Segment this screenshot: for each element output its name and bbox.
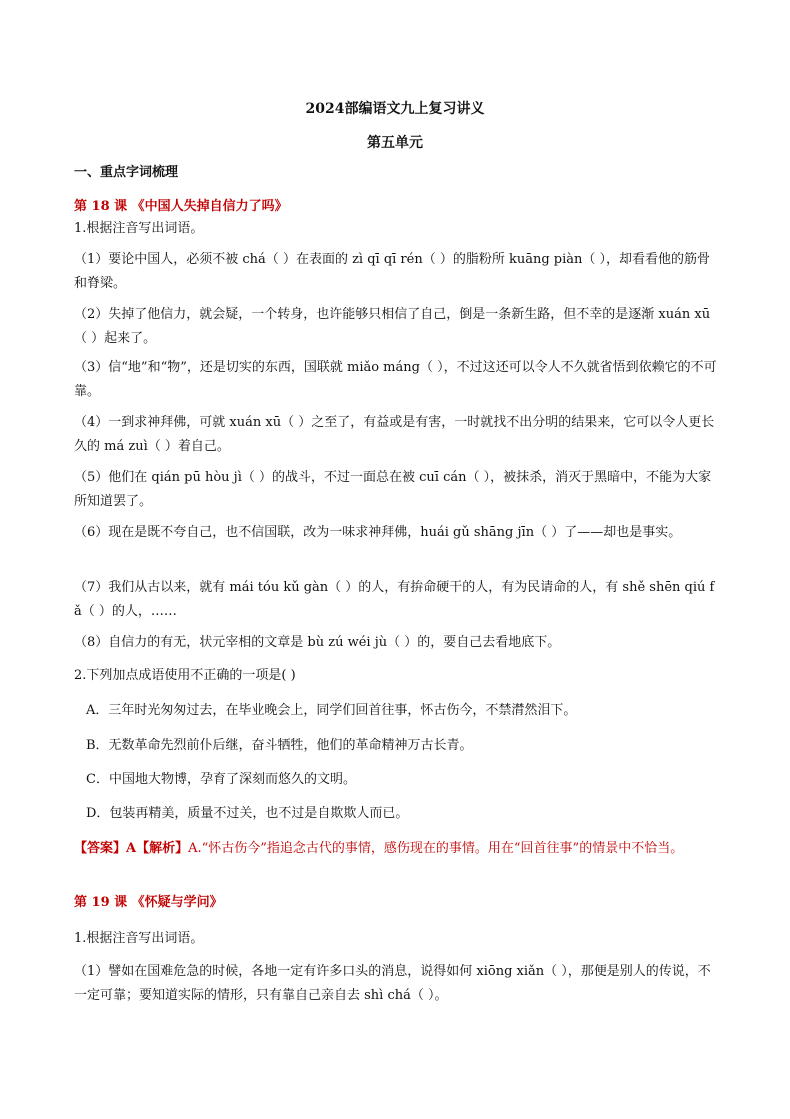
lesson-19-q1-label: 1.根据注音写出词语。 — [74, 931, 204, 946]
option-d: D．包装再精美，质量不过关，也不过是自欺欺人而已。 — [86, 806, 409, 821]
lesson-18-q2-label: 2.下列加点成语使用不正确的一项是( ) — [74, 668, 296, 683]
lesson-18-item-8: （8）自信力的有无，状元宰相的文章是 bù zú wéi jù（ ）的，要自己去看地底下。 — [74, 635, 561, 650]
lesson-18-item-1: （1）要论中国人，必须不被 chá（ ）在表面的 zì qī qī rén（ ）的脂粉所 kuāng piàn（ ），却看看他的筋骨和脊梁。 — [74, 252, 711, 291]
lesson-19-title: 第 19 课 《怀疑与学问》 — [74, 895, 223, 910]
lesson-18-title: 第 18 课 《中国人失掉自信力了吗》 — [74, 199, 288, 214]
answer-tag: 【答案】A【解析】 — [74, 841, 189, 856]
lesson-18-item-6: （6）现在是既不夸自己，也不信国联，改为一味求神拜佛，huái gǔ shāng jīn（ ）了——却也是事实。 — [74, 525, 682, 540]
lesson-18-item-7: （7）我们从古以来，就有 mái tóu kǔ gàn（ ）的人，有拚命硬干的人，有为民请命的人，有 shě shēn qiú fǎ（ ）的人，…… — [74, 580, 715, 619]
option-a: A．三年时光匆匆过去，在毕业晚会上，同学们回首往事，怀古伤今，不禁潸然泪下。 — [86, 703, 577, 718]
lesson-19-item-1: （1）譬如在国难危急的时候，各地一定有许多口头的消息，说得如何 xiōng xiǎn（ ），那便是别人的传说，不一定可靠；要知道实际的情形，只有靠自己亲自去 shì chá（ ）。 — [74, 964, 711, 1003]
document-title: 2024部编语文九上复习讲义 — [305, 101, 485, 117]
lesson-18-q1-label: 1.根据注音写出词语。 — [74, 221, 204, 236]
option-b: B．无数革命先烈前仆后继，奋斗牺牲，他们的革命精神万古长青。 — [86, 738, 473, 753]
answer-block — [74, 837, 718, 861]
option-c: C．中国地大物博，孕育了深刻而悠久的文明。 — [86, 772, 356, 787]
lesson-18-item-5: （5）他们在 qián pū hòu jì（ ）的战斗，不过一面总在被 cuī cán（ ），被抹杀，消灭于黑暗中，不能为大家所知道罢了。 — [74, 470, 712, 509]
lesson-18-item-3: （3）信“地”和“物”，还是切实的东西，国联就 miǎo máng（ ），不过这还可以令人不久就省悟到依赖它的不可靠。 — [74, 360, 717, 399]
unit-title: 第五单元 — [367, 135, 423, 151]
lesson-18-item-4: （4）一到求神拜佛，可就 xuán xū（ ）之至了，有益或是有害，一时就找不出分明的结果来，它可以令人更长久的 má zuì（ ）着自己。 — [74, 415, 715, 454]
lesson-18-item-2: （2）失掉了他信力，就会疑，一个转身，也许能够只相信了自己，倒是一条新生路，但不幸的是逐渐 xuán xū（ ）起来了。 — [74, 307, 711, 346]
answer-text: A.“怀古伤今”指追念古代的事情，感伤现在的事情。用在“回首往事”的情景中不恰当。 — [188, 841, 684, 856]
section-heading: 一、重点字词梳理 — [74, 165, 179, 180]
